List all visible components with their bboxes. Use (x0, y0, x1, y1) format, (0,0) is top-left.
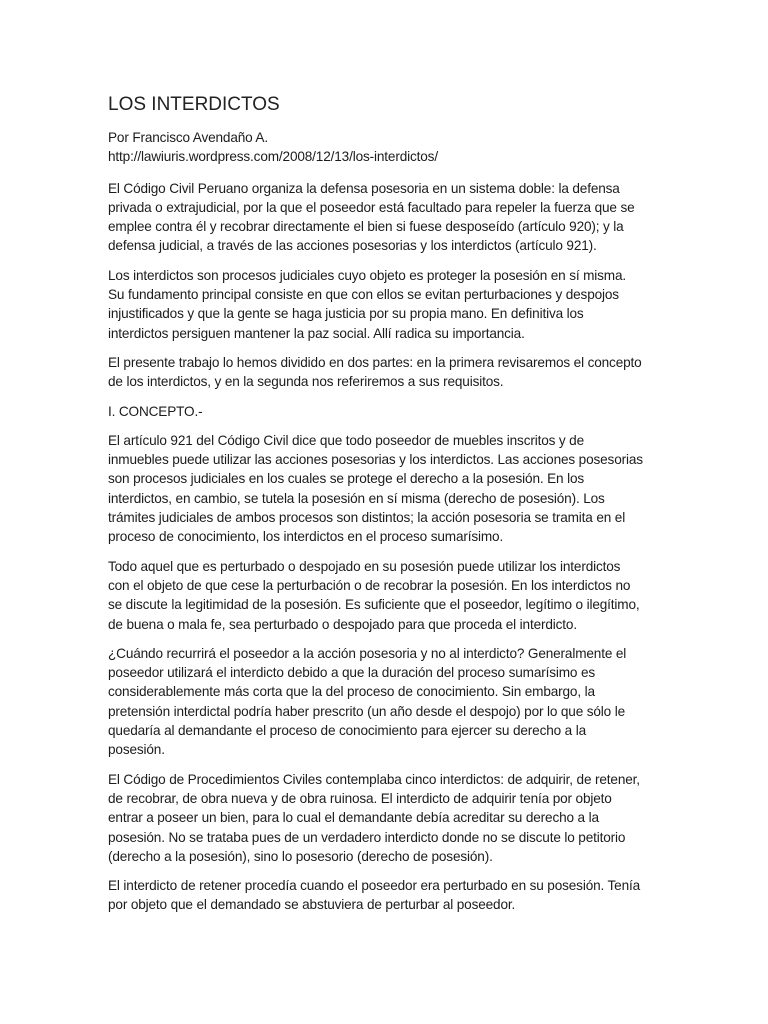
paragraph-intro-1: El Código Civil Peruano organiza la defensa posesoria en un sistema doble: la defensa privada o extrajudicial, por la que el poseedor está facultado para repeler la fuerza que se emplee contra él y recobrar directamente el bien si fuese desposeído (artículo 920); y la defensa judicial, a través de las acciones posesorias y los interdictos (artículo 921). (108, 180, 635, 254)
section-heading: I. CONCEPTO.- (108, 403, 203, 419)
paragraph-section-3: ¿Cuándo recurrirá el poseedor a la acción posesoria y no al interdicto? Generalmente el poseedor utilizará el interdicto debido a que la duración del proceso sumarísimo es considerablemente más corta que la del proceso de conocimiento. Sin embargo, la pretensión interdictal podría haber prescrito (un año desde el despojo) por lo que sólo le quedaría al demandante el proceso de conocimiento para ejercer su derecho a la posesión. (108, 645, 627, 758)
paragraph-intro-3: El presente trabajo lo hemos dividido en dos partes: en la primera revisaremos el concepto de los interdictos, y en la segunda nos referiremos a sus requisitos. (108, 354, 642, 390)
paragraph-section-5: El interdicto de retener procedía cuando el poseedor era perturbado en su posesión. Tenía por objeto que el demandado se abstuviera de perturbar al poseedor. (108, 878, 641, 913)
document-page (108, 92, 644, 925)
author-byline: Por Francisco Avendaño A. (108, 130, 268, 145)
paragraph-section-1: El artículo 921 del Código Civil dice que todo poseedor de muebles inscritos y de inmuebles puede utilizar las acciones posesorias y los interdictos. Las acciones posesorias son procesos judiciales en los cuales se protege el derecho a la posesión. En los interdictos, en cambio, se tutela la posesión en sí misma (derecho de posesión). Los trámites judiciales de ambos procesos son distintos; la acción posesoria se tramita en el proceso de conocimiento, los interdictos en el proceso sumarísimo. (108, 432, 643, 545)
author-block (108, 128, 644, 167)
document-title: LOS INTERDICTOS (108, 94, 280, 115)
paragraph-intro-2: Los interdictos son procesos judiciales cuyo objeto es proteger la posesión en sí misma. Su fundamento principal consiste en que con ellos se evitan perturbaciones y despojos injustificados y que la gente se haga justicia por su propia mano. En definitiva los interdictos persiguen mantener la paz social. Allí radica su importancia. (108, 267, 626, 341)
source-url: http://lawiuris.wordpress.com/2008/12/13/los-interdictos/ (108, 149, 438, 165)
paragraph-section-2: Todo aquel que es perturbado o despojado en su posesión puede utilizar los interdictos con el objeto de que cese la perturbación o de recobrar la posesión. En los interdictos no se discute la legitimidad de la posesión. Es suficiente que el poseedor, legítimo o ilegítimo, de buena o mala fe, sea perturbado o despojado para que proceda el interdicto. (108, 558, 640, 632)
paragraph-section-4: El Código de Procedimientos Civiles contemplaba cinco interdictos: de adquirir, de retener, de recobrar, de obra nueva y de obra ruinosa. El interdicto de adquirir tenía por objeto entrar a poseer un bien, para lo cual el demandante debía acreditar su derecho a la posesión. No se trataba pues de un verdadero interdicto donde no se discute lo petitorio (derecho a la posesión), sino lo posesorio (derecho de posesión). (108, 771, 640, 864)
